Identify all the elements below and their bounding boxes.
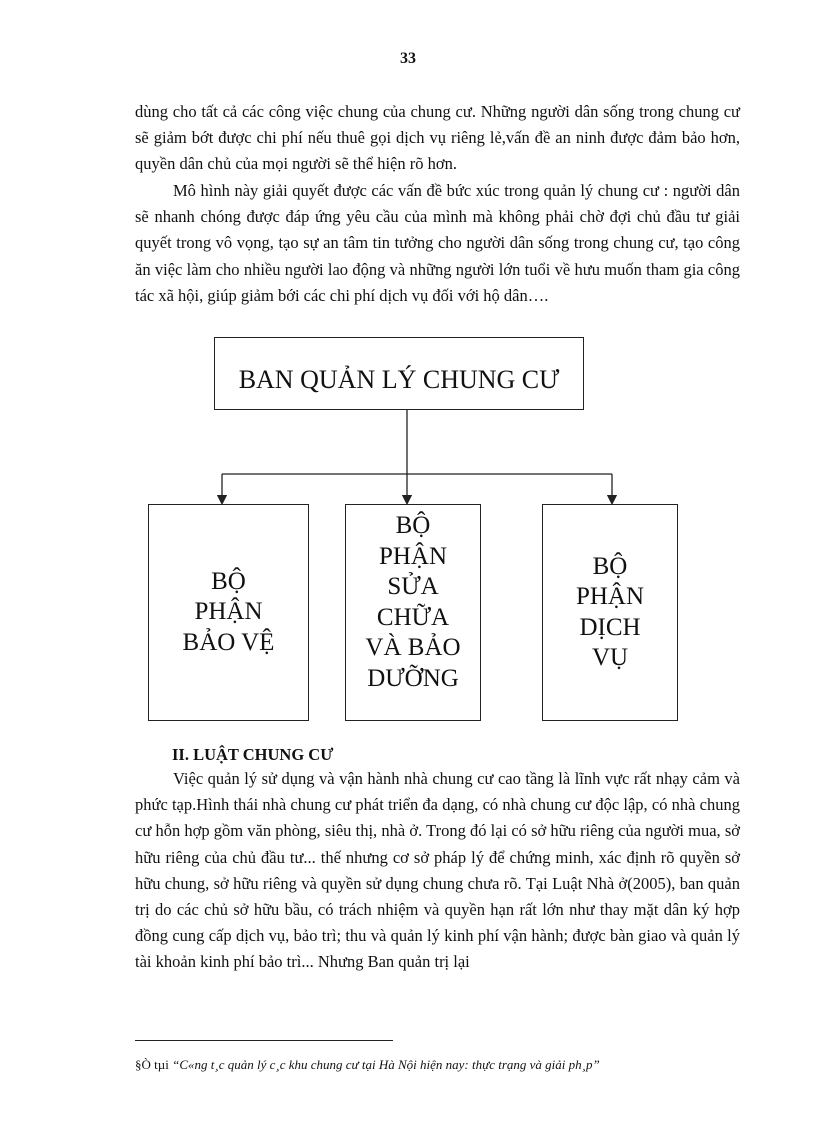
footnote-prefix: §Ò tµi (135, 1057, 173, 1072)
footnote (135, 1057, 600, 1073)
org-box-management-board: BAN QUẢN LÝ CHUNG CƯ (214, 337, 584, 410)
paragraph-model-benefits: Mô hình này giải quyết được các vấn đề bức xúc trong quản lý chung cư : người dân sẽ nhanh chóng được đáp ứng yêu cầu của mình mà không phải chờ đợi chủ đầu tư giải quyết trong vô vọng, tạo sự an tâm tin tưởng cho người dân sống trong chung cư, tạo công ăn việc làm cho nhiều người lao động và những người lớn tuổi về hưu muốn tham gia công tác xã hội, giúp giảm bới các chi phí dịch vụ đối với hộ dân…. (135, 181, 740, 305)
page-number: 33 (400, 50, 416, 67)
org-box-security-dept: BỘ PHẬN BẢO VỆ (148, 504, 309, 721)
footnote-divider (135, 1040, 393, 1041)
section-heading: II. LUẬT CHUNG CƯ (172, 745, 334, 764)
paragraph-apartment-law: Việc quản lý sử dụng và vận hành nhà chung cư cao tầng là lĩnh vực rất nhạy cảm và phức tạp.Hình thái nhà chung cư phát triển đa dạng, có nhà chung cư độc lập, có nhà chung cư hỗn hợp gồm văn phòng, siêu thị, nhà ở. Trong đó lại có sở hữu riêng của người mua, sở hữu riêng của chủ đầu tư... thế nhưng cơ sở pháp lý để chứng minh, xác định rõ quyền sở hữu chung, sở hữu riêng và quyền sử dụng chung chưa rõ. Tại Luật Nhà ở(2005), ban quản trị do các chủ sở hữu bầu, có trách nhiệm và quyền hạn rất lớn như thay mặt dân ký hợp đồng cung cấp dịch vụ, bảo trì; thu và quản lý kinh phí vận hành; được bàn giao và quản lý tài khoản kinh phí bảo trì... Nhưng Ban quản trị lại (135, 769, 740, 972)
footnote-title: “C«ng t¸c quản lý c¸c khu chung cư tại Hà Nội hiện nay: thực trạng và giải ph¸p” (172, 1057, 600, 1072)
paragraph-intro: dùng cho tất cả các công việc chung của chung cư. Những người dân sống trong chung cư sẽ giảm bớt được chi phí nếu thuê gọi dịch vụ riêng lẻ,vấn đề an ninh được đảm bảo hơn, quyền dân chủ của mọi người sẽ thể hiện rõ hơn. (135, 102, 740, 174)
org-box-maintenance-dept: BỘ PHẬN SỬA CHỮA VÀ BẢO DƯỠNG (345, 504, 481, 721)
org-box-service-dept: BỘ PHẬN DỊCH VỤ (542, 504, 678, 721)
